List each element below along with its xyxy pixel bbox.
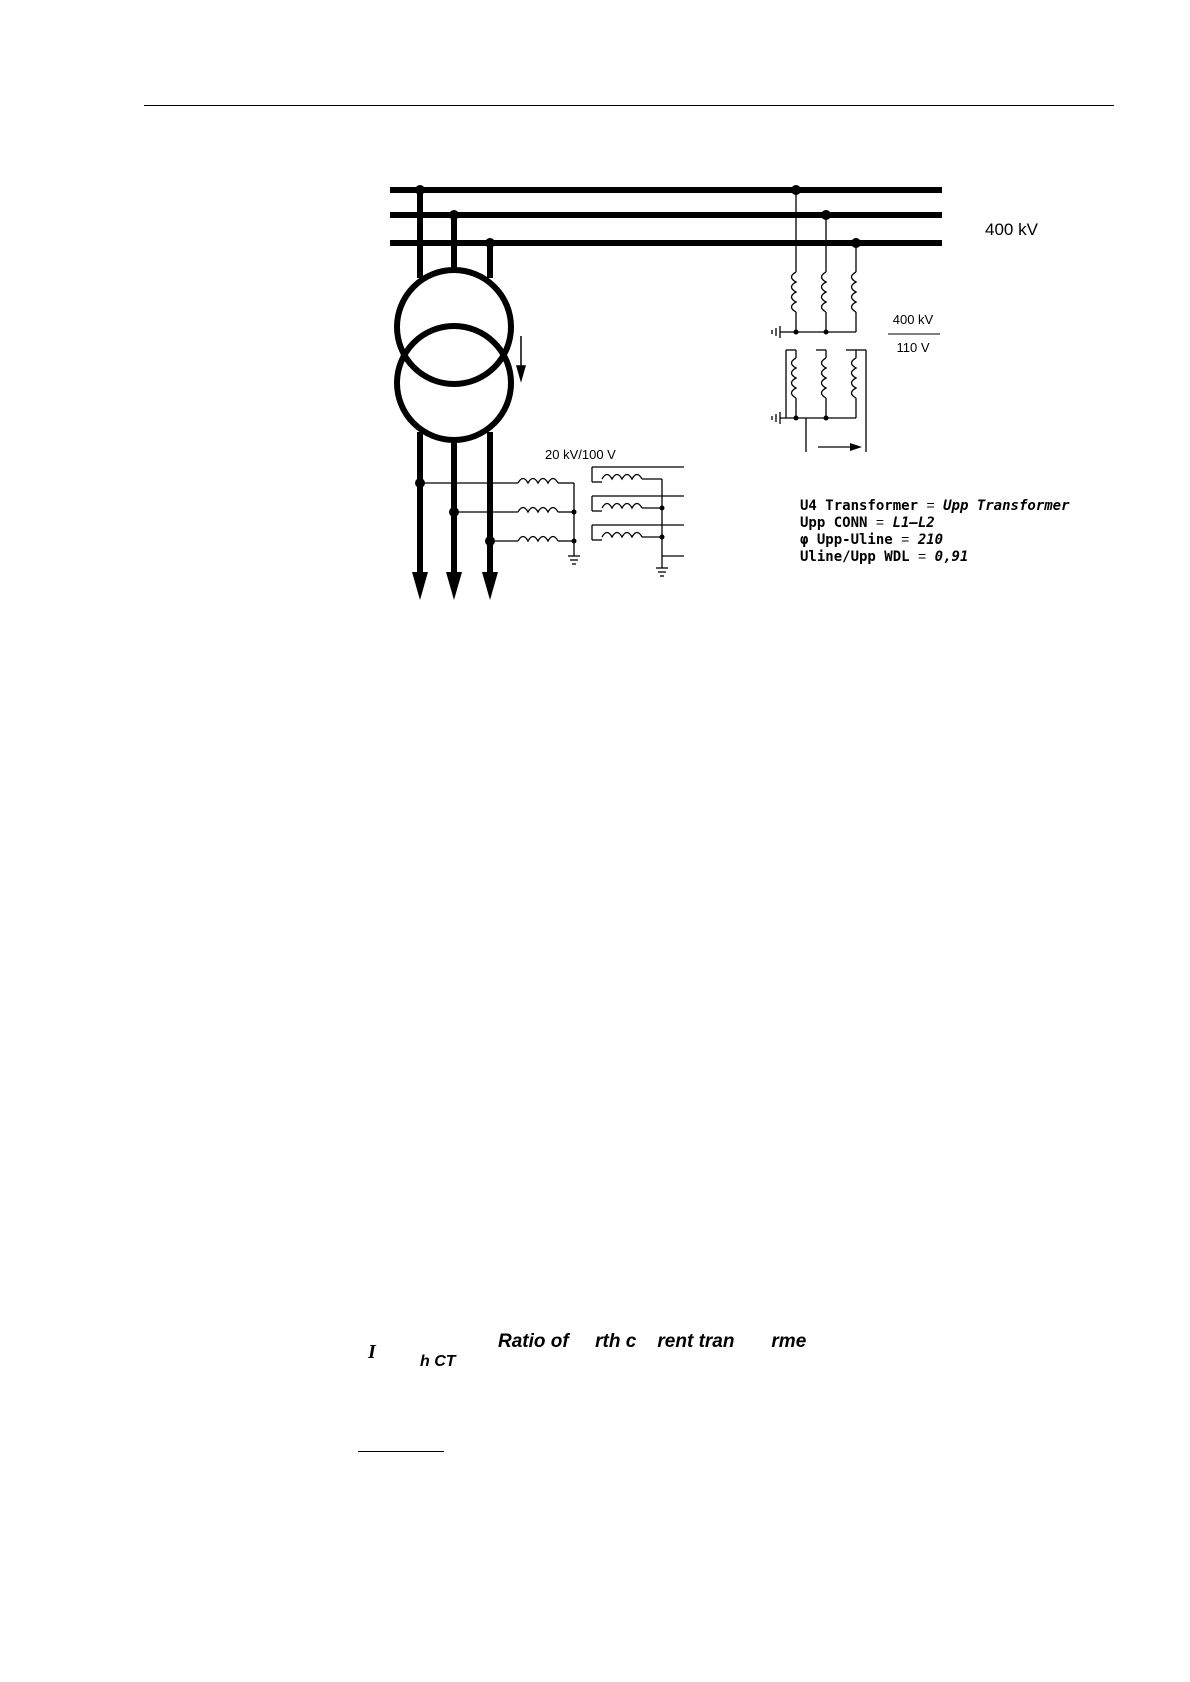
lv-vt-ratio-label: 20 kV/100 V	[545, 447, 616, 462]
busbars	[390, 190, 942, 243]
hv-vt-secondary-windings	[772, 350, 866, 452]
hv-vt-ratio-secondary: 110 V	[896, 340, 930, 355]
lv-vt-primary-windings	[420, 479, 580, 565]
transformer-lv-leads	[420, 432, 490, 578]
power-transformer-symbol	[397, 270, 511, 440]
formula-description: Ratio of rth c rent tran rme	[498, 1331, 807, 1352]
arrow-right-icon	[818, 443, 862, 451]
footnote-rule	[358, 1451, 444, 1452]
formula-subscript: h CT	[420, 1353, 456, 1370]
lv-vt-secondary-windings	[592, 467, 684, 576]
feeder-arrow-icons	[412, 572, 498, 600]
setting-row-1: Upp CONN = L1–L2	[800, 514, 935, 531]
hv-vt-ratio-primary: 400 kV	[892, 312, 934, 327]
setting-row-0: U4 Transformer = Upp Transformer	[800, 497, 1070, 514]
setting-row-2: φ Upp-Uline = 210	[800, 531, 944, 548]
busbar-voltage-label: 400 kV	[985, 220, 1038, 239]
formula-symbol: I	[368, 1341, 376, 1363]
arrow-down-icon	[517, 336, 525, 380]
transformer-hv-leads	[420, 190, 490, 278]
hv-vt-ratio	[888, 312, 940, 355]
settings-block	[800, 497, 1070, 565]
setting-row-3: Uline/Upp WDL = 0,91	[800, 548, 969, 565]
